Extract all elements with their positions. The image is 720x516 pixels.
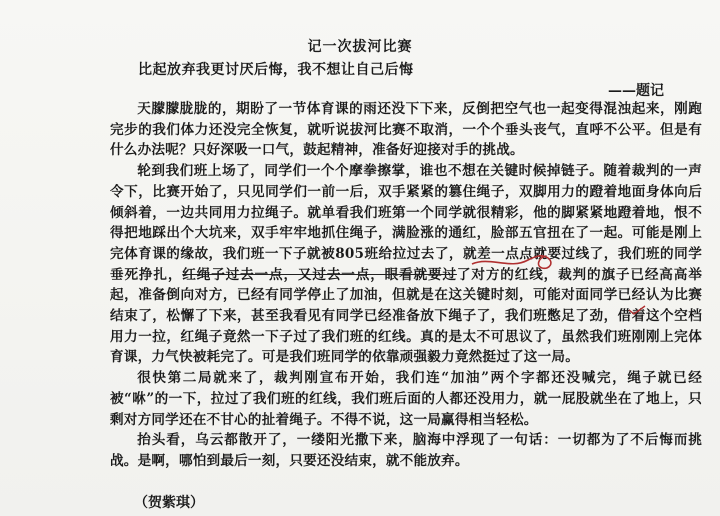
- struck-through-text: 红绳子过去一点，又过去一点，眼看就要过: [182, 266, 457, 283]
- paragraph-2: [110, 161, 702, 368]
- epigraph: 比起放弃我更讨厌后悔，我不想让自己后悔: [138, 62, 414, 78]
- paragraph-1: 天朦朦胧胧的，期盼了一节体育课的雨还没下下来，反倒把空气也一起变得混浊起来，刚跑完步的我们体力还没完全恢复，就听说拔河比赛不取消，一个个垂头丧气，直呼不公平。但是有什么办法呢？只好深吸一口气，鼓起精神，准备好迎接对手的挑战。: [110, 101, 702, 159]
- paragraph-2-part-1: 轮到我们班上场了，同学们一个个摩拳擦掌，谁也不想在关键时候掉链子。随着裁判的一声令下，比赛开始了，只见同学们一前一后，双手紧紧的篡住绳子，双脚用力的蹬着地面身体向后倾斜着，一边共同用力拉绳子。就单看我们班第一个同学就很精彩，他的脚紧紧地蹬着地，恨不得把地踩出个大坑来，双手牢牢地抓住绳子，满脸涨的通红，脸部五官扭在了一起。可能是刚上完体育课的缘故，我们班一下子就被805班给拉过去了，就差一点点就要过线了，我们班的同学垂死挣扎，: [110, 163, 702, 283]
- paragraph-4: 抬头看，乌云都散开了，一缕阳光撒下来，脑海中浮现了一句话：一切都为了不后悔而挑战。是啊，哪怕到最后一刻，只要还没结束，就不能放弃。: [110, 432, 702, 469]
- author-name: （贺紫琪）: [134, 495, 204, 511]
- essay-body: [110, 99, 702, 472]
- epigraph-attribution: ——题记: [608, 83, 664, 99]
- paragraph-3: 很快第二局就来了，裁判刚宣布开始，我们连“加油”两个字都还没喊完，绳子就已经被“咻”的一下，拉过了我们班的红线，我们班后面的人都还没用力，就一屁股就坐在了地上，只剩对方同学还在不甘心的扯着绳子。不得不说，这一局赢得相当轻松。: [110, 370, 702, 428]
- essay-title: 记一次拔河比赛: [307, 39, 413, 55]
- paragraph-2-part-2: 了对方的红线，裁判的旗子已经高高举起，准备倒向对方，已经有同学停止了加油，但就是在这关键时刻，可能对面同学已经认为比赛结束了，松懈了下来，甚至我看见有同学已经准备放下绳子了，我们班憋足了劲，借着这个空档用力一拉，红绳子竟然一下子过了我们班的红线。真的是太不可思议了，虽然我们班刚刚上完体育课，力气快被耗完了。可是我们班同学的依靠顽强毅力竟然挺过了这一局。: [110, 266, 702, 366]
- margin-checkmark-icon: [628, 305, 646, 315]
